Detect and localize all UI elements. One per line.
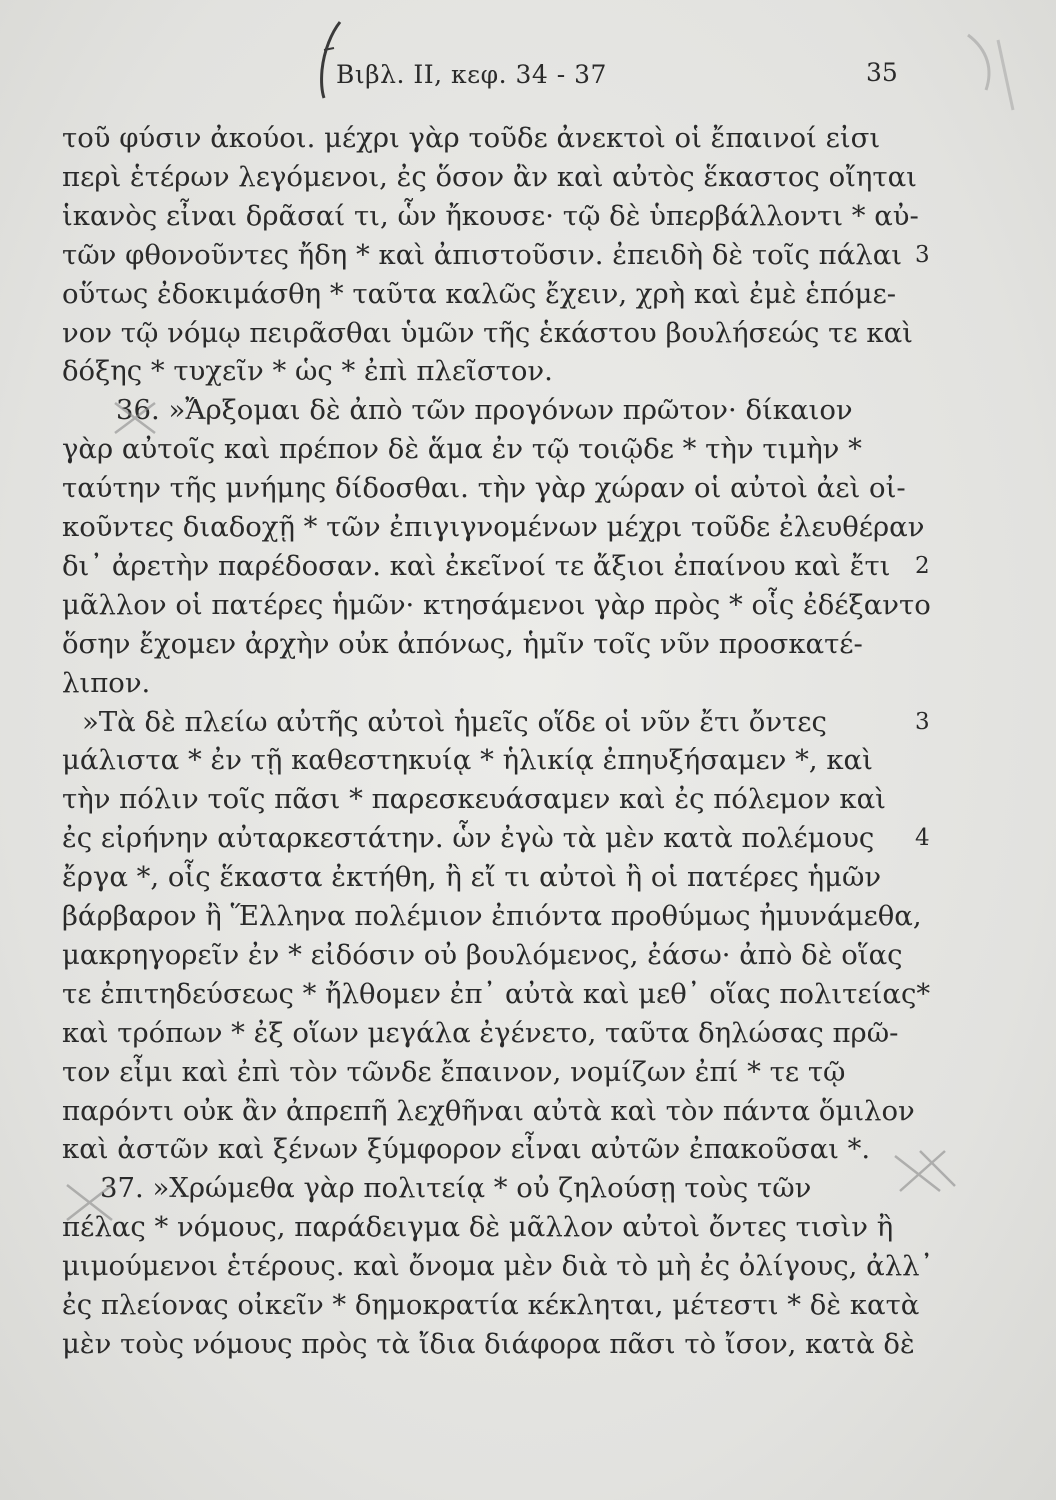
text-line: [0, 624, 1056, 664]
text-line: [0, 585, 1056, 625]
line-text: περὶ ἑτέρων λεγόμενοι, ἐς ὅσον ἂν καὶ αὐτὸς ἕκαστος οἴηται: [62, 160, 917, 193]
line-text: 37. »Χρώμεθα γὰρ πολιτείᾳ * οὐ ζηλούσῃ τοὺς τῶν: [100, 1172, 812, 1205]
margin-number: 3: [915, 241, 930, 268]
line-text: τῶν φθονοῦντες ἤδη * καὶ ἀπιστοῦσιν. ἐπειδὴ δὲ τοῖς πάλαι: [62, 238, 903, 271]
text-line: [0, 974, 1056, 1014]
line-text: μᾶλλον οἱ πατέρες ἡμῶν· κτησάμενοι γὰρ πρὸς * οἷς ἐδέξαντο: [62, 588, 931, 621]
margin-number: 2: [915, 552, 930, 579]
text-line: [0, 1207, 1056, 1247]
line-text: κοῦντες διαδοχῇ * τῶν ἐπιγιγνομένων μέχρι τοῦδε ἐλευθέραν: [62, 511, 925, 543]
line-text: μιμούμενοι ἑτέρους. καὶ ὄνομα μὲν διὰ τὸ μὴ ἐς ὀλίγους, ἀλλ᾽: [62, 1250, 934, 1283]
text-line: [0, 390, 1056, 430]
line-text: μακρηγορεῖν ἐν * εἰδόσιν οὐ βουλόμενος, ἐάσω· ἀπὸ δὲ οἵας: [62, 938, 903, 971]
text-line: [0, 1091, 1056, 1131]
text-line: [0, 702, 1056, 742]
text-line: [0, 779, 1056, 819]
line-text: ταύτην τῆς μνήμης δίδοσθαι. τὴν γὰρ χώραν οἱ αὐτοὶ ἀεὶ οἰ-: [62, 472, 906, 505]
text-line: [0, 196, 1056, 236]
text-line: [0, 118, 1056, 158]
running-header: [0, 56, 1056, 96]
line-text: βάρβαρον ἢ Ἕλληνα πολέμιον ἐπιόντα προθύμως ἠμυνάμεθα,: [62, 900, 922, 932]
text-line: [0, 1285, 1056, 1325]
line-text: καὶ ἀστῶν καὶ ξένων ξύμφορον εἶναι αὐτῶν ἐπακοῦσαι *.: [62, 1133, 871, 1166]
margin-number: 4: [915, 825, 930, 852]
line-text: ἐς πλείονας οἰκεῖν * δημοκρατία κέκληται, μέτεστι * δὲ κατὰ: [62, 1289, 920, 1321]
line-text: νον τῷ νόμῳ πειρᾶσθαι ὑμῶν τῆς ἑκάστου βουλήσεώς τε καὶ: [62, 316, 913, 349]
text-line: [0, 274, 1056, 314]
text-line: [0, 429, 1056, 469]
line-text: παρόντι οὐκ ἂν ἀπρεπῆ λεχθῆναι αὐτὰ καὶ τὸν πάντα ὅμιλον: [62, 1094, 915, 1127]
text-line: [0, 351, 1056, 391]
text-line: [0, 818, 1056, 858]
line-text: ἐς εἰρήνην αὐταρκεστάτην. ὧν ἐγὼ τὰ μὲν κατὰ πολέμους: [62, 822, 875, 855]
page-number: 35: [866, 58, 898, 87]
text-line: [0, 313, 1056, 353]
text-line: [0, 1246, 1056, 1286]
line-text: τοῦ φύσιν ἀκούοι. μέχρι γὰρ τοῦδε ἀνεκτοὶ οἱ ἔπαινοί εἰσι: [62, 122, 881, 154]
text-line: [0, 1052, 1056, 1092]
line-text: δόξης * τυχεῖν * ὡς * ἐπὶ πλεῖστον.: [62, 355, 553, 388]
text-line: [0, 235, 1056, 275]
line-text: ἔργα *, οἷς ἕκαστα ἐκτήθη, ἢ εἴ τι αὐτοὶ ἢ οἱ πατέρες ἡμῶν: [62, 861, 882, 894]
text-line: [0, 507, 1056, 547]
line-text: 36. »Ἄρξομαι δὲ ἀπὸ τῶν προγόνων πρῶτον· δίκαιον: [116, 394, 853, 427]
header-title: Βιβλ. II, κεφ. 34 - 37: [336, 60, 607, 89]
line-text: μάλιστα * ἐν τῇ καθεστηκυίᾳ * ἡλικίᾳ ἐπηυξήσαμεν *, καὶ: [62, 744, 873, 777]
text-line: [0, 1129, 1056, 1169]
text-line: [0, 546, 1056, 586]
text-line: [0, 896, 1056, 936]
text-line: [0, 935, 1056, 975]
text-line: [0, 857, 1056, 897]
line-text: τον εἶμι καὶ ἐπὶ τὸν τῶνδε ἔπαινον, νομίζων ἐπί * τε τῷ: [62, 1055, 846, 1088]
line-text: καὶ τρόπων * ἐξ οἵων μεγάλα ἐγένετο, ταῦτα δηλώσας πρῶ-: [62, 1016, 899, 1049]
line-text: λιπον.: [62, 666, 151, 699]
line-text: τὴν πόλιν τοῖς πᾶσι * παρεσκευάσαμεν καὶ ἐς πόλεμον καὶ: [62, 783, 886, 816]
line-text: οὕτως ἐδοκιμάσθη * ταῦτα καλῶς ἔχειν, χρὴ καὶ ἐμὲ ἑπόμε-: [62, 277, 897, 310]
line-text: μὲν τοὺς νόμους πρὸς τὰ ἴδια διάφορα πᾶσι τὸ ἴσον, κατὰ δὲ: [62, 1327, 915, 1360]
text-line: [0, 1168, 1056, 1208]
line-text: ἱκανὸς εἶναι δρᾶσαί τι, ὧν ἤκουσε· τῷ δὲ ὑπερβάλλοντι * αὐ-: [62, 199, 919, 232]
line-text: ὅσην ἔχομεν ἀρχὴν οὐκ ἀπόνως, ἡμῖν τοῖς νῦν προσκατέ-: [62, 627, 863, 660]
text-line: [0, 1013, 1056, 1053]
text-line: [0, 663, 1056, 703]
text-line: [0, 1324, 1056, 1364]
line-text: γὰρ αὐτοῖς καὶ πρέπον δὲ ἅμα ἐν τῷ τοιῷδε * τὴν τιμὴν *: [62, 433, 862, 466]
text-line: [0, 468, 1056, 508]
line-text: τε ἐπιτηδεύσεως * ἤλθομεν ἐπ᾽ αὐτὰ καὶ μεθ᾽ οἵας πολιτείας*: [62, 977, 931, 1010]
text-line: [0, 740, 1056, 780]
margin-number: 3: [915, 708, 930, 735]
line-text: πέλας * νόμους, παράδειγμα δὲ μᾶλλον αὐτοὶ ὄντες τισὶν ἢ: [62, 1211, 894, 1244]
line-text: »Τὰ δὲ πλείω αὐτῆς αὐτοὶ ἡμεῖς οἵδε οἱ νῦν ἔτι ὄντες: [82, 705, 827, 738]
line-text: δι᾽ ἀρετὴν παρέδοσαν. καὶ ἐκεῖνοί τε ἄξιοι ἐπαίνου καὶ ἔτι: [62, 549, 891, 582]
text-line: [0, 157, 1056, 197]
